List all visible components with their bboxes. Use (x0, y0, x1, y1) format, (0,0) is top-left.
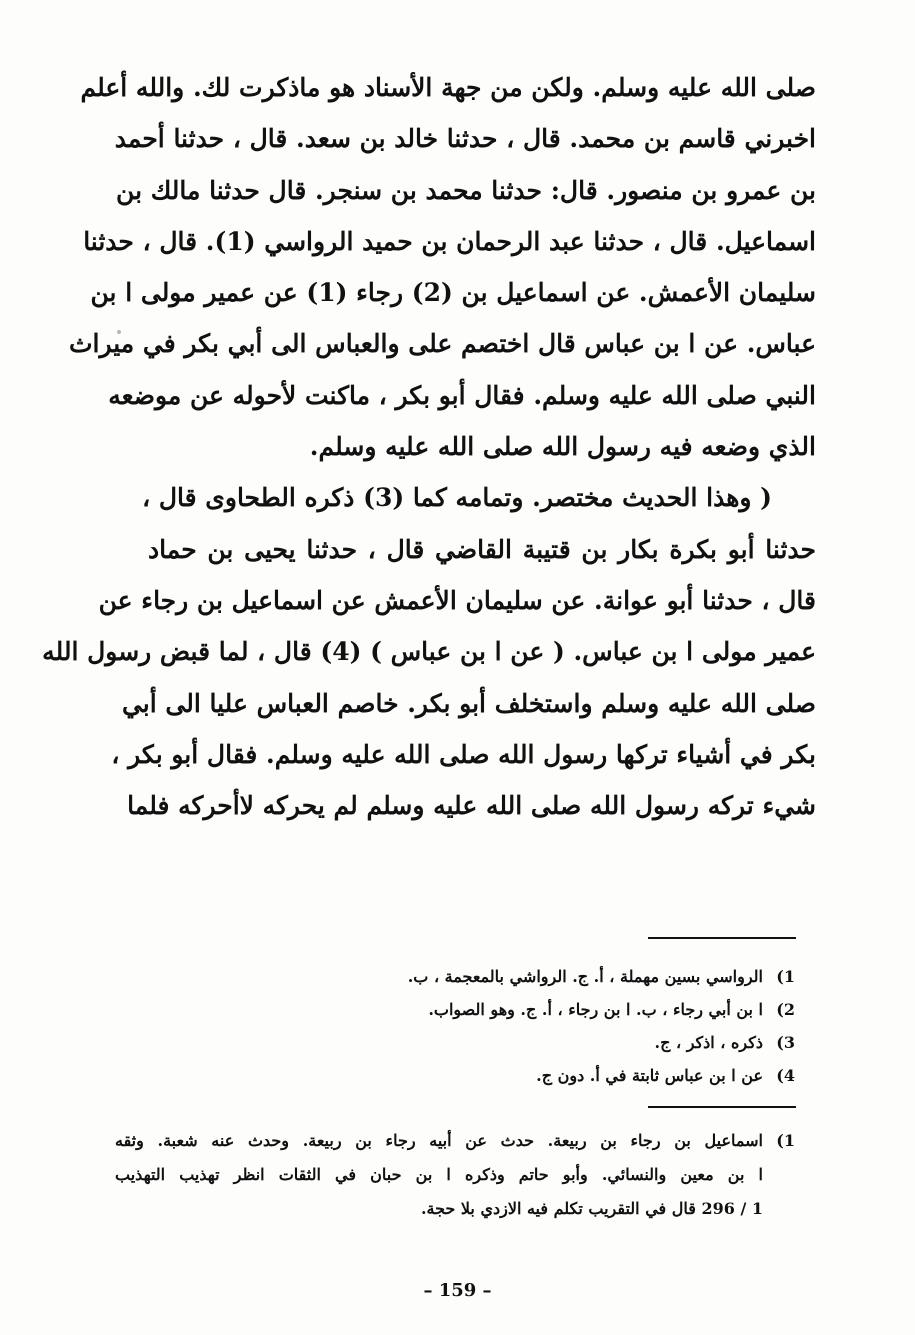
main-text-line: حدثنا أبو بكرة بكار بن قتيبة القاضي قال ، حدثنا يحيى بن حماد (148, 534, 816, 564)
main-text-line: ( وهذا الحديث مختصر. وتمامه كما (3) ذكره الطحاوى قال ، (142, 483, 772, 513)
footnote-separator (648, 937, 796, 939)
footnote-text: ا بن أبي رجاء ، ب. ا بن رجاء ، أ. ج. وهو الصواب. (428, 1000, 763, 1019)
footnote-item (355, 960, 795, 993)
footnote-separator (648, 1106, 796, 1108)
main-text-line: صلى الله عليه وسلم. ولكن من جهة الأسناد هو ماذكرت لك. والله أعلم (80, 73, 816, 102)
footnote-number: 1) (776, 967, 795, 986)
main-text-line: اسماعيل. قال ، حدثنا عبد الرحمان بن حميد الرواسي (1). قال ، حدثنا (83, 226, 816, 256)
main-text-line: صلى الله عليه وسلم واستخلف أبو بكر. خاصم العباس عليا الى أبي (121, 688, 816, 718)
footnote-number: 4) (776, 1066, 795, 1085)
main-text-line: قال ، حدثنا أبو عوانة. عن سليمان الأعمش عن اسماعيل بن رجاء عن (98, 585, 816, 615)
main-text-line: شيء تركه رسول الله صلى الله عليه وسلم لم يحركه لاأحركه فلما (127, 791, 816, 821)
main-body-text (42, 62, 816, 831)
footnote-line: ا بن معين والنسائي. وأبو حاتم وذكره ا بن حبان في الثقات انظر تهذيب التهذيب (115, 1165, 763, 1184)
main-text-line: عمير مولى ا بن عباس. ( عن ا بن عباس ) (4) قال ، لما قبض رسول الله (42, 637, 816, 667)
footnote-number: 3) (776, 1033, 795, 1052)
page-number: – 159 – (423, 1280, 492, 1301)
footnote-number: 1) (776, 1131, 795, 1150)
footnote-line: 1 / 296 قال في التقريب تكلم فيه الازدي بلا حجة. (420, 1199, 763, 1218)
footnote-text: عن ا بن عباس ثابتة في أ. دون ج. (536, 1066, 763, 1085)
footnote-item (355, 1059, 795, 1092)
footnote-item (115, 1124, 795, 1226)
main-text-line: عباس. عن ا بن عباس قال اختصم على والعباس الى أبي بكر في ميراث (68, 329, 816, 359)
main-text-line: بن عمرو بن منصور. قال: حدثنا محمد بن سنجر. قال حدثنا مالك بن (116, 175, 816, 205)
footnote-text: ذكره ، اذكر ، ج. (654, 1033, 763, 1052)
footnote-item (355, 1026, 795, 1059)
main-text-line: بكر في أشياء تركها رسول الله صلى الله عليه وسلم. فقال أبو بكر ، (111, 739, 816, 769)
main-text-line: اخبرني قاسم بن محمد. قال ، حدثنا خالد بن سعد. قال ، حدثنا أحمد (114, 124, 816, 154)
commentary-note (115, 1124, 795, 1226)
footnote-number: 2) (776, 1000, 795, 1019)
main-text-line: النبي صلى الله عليه وسلم. فقال أبو بكر ، ماكنت لأحوله عن موضعه (108, 380, 816, 410)
footnote-item (355, 993, 795, 1026)
main-text-line: سليمان الأعمش. عن اسماعيل بن (2) رجاء (1) عن عمير مولى ا بن (90, 278, 816, 308)
variant-notes (355, 960, 795, 1092)
footnote-line: اسماعيل بن رجاء بن ربيعة. حدث عن أبيه رجاء بن ربيعة. وحدث عنه شعبة. وثقه (115, 1131, 763, 1150)
main-text-line: الذي وضعه فيه رسول الله صلى الله عليه وسلم. (309, 432, 816, 462)
footnote-text: الرواسي بسين مهملة ، أ. ج. الرواشي بالمعجمة ، ب. (407, 967, 763, 986)
footnote-body (115, 1124, 763, 1226)
